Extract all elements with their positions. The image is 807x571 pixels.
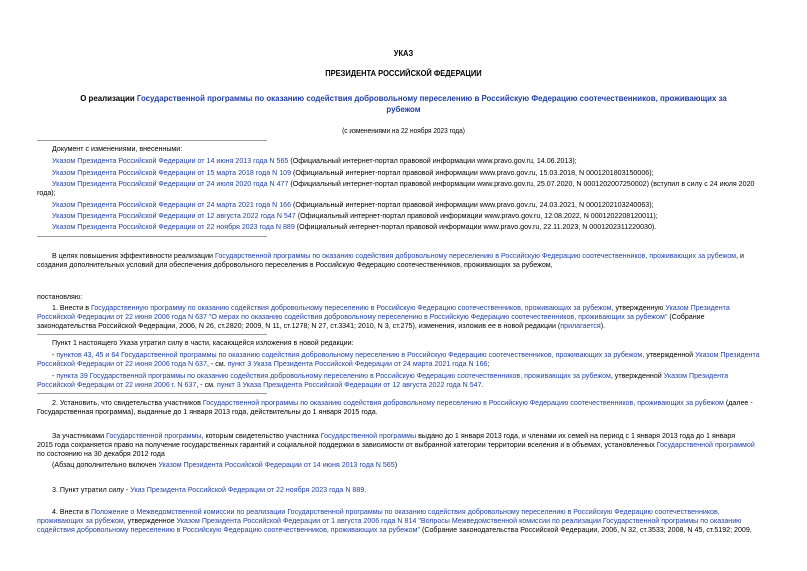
- decree-point-link[interactable]: пункт 3 Указа Президента Российской Федерации от 12 августа 2022 года N 547: [216, 381, 482, 389]
- program-points-link[interactable]: пунктов 43, 45 и 64 Государственной программы по оказанию содействия добровольному переселению в Российскую Федерацию соотечественников, проживающих за рубежом: [56, 351, 643, 359]
- program-link[interactable]: Государственной программы по оказанию содействия добровольному переселению в Российскую Федерацию соотечественников, проживающих за рубежом: [214, 252, 737, 260]
- change-item: Указом Президента Российской Федерации от 24 марта 2021 года N 166 (Официальный интернет-портал правовой информации www.pravo.gov.ru, 24.03.2021, N 0001202103240063);: [52, 201, 654, 209]
- note-item-a-line1: - пунктов 43, 45 и 64 Государственной программы по оказанию содействия добровольному переселению в Российскую Федерацию соотечественников, проживающих за рубежом, утвержденной Указом Президента: [52, 351, 760, 359]
- doc-type-title: УКАЗ: [393, 49, 414, 58]
- item4-line1: 4. Внести в Положение о Межведомственной комиссии по реализации Государственной программы по оказанию содействия добровольному переселению в Российскую Федерацию соотечественников,: [52, 508, 720, 516]
- item2-para2-line2: 2015 года сохраняется право на получение государственных гарантий и социальной поддержки в зависимости от выбранной категории территории вселения и в объемах, установленных Государственной программой: [37, 441, 755, 449]
- item4-line2: проживающих за рубежом, утвержденное Указом Президента Российской Федерации от 1 августа 2006 года N 814 "Вопросы Межведомственной комиссии по реализации Государственной программы по оказанию: [37, 517, 742, 525]
- decree-link[interactable]: Российской Федерации от 22 июня 2006 года N 637: [37, 360, 207, 368]
- item4-line3: содействия добровольному переселению в Российскую Федерацию соотечественников, проживающих за рубежом" (Собрание законодательства Российской Федерации, 2006, N 32, ст.3533; 2008, N 45, ст.5192; 2009,: [37, 526, 752, 534]
- changes-top-divider: [37, 140, 267, 141]
- appendix-link[interactable]: прилагается: [560, 322, 601, 330]
- change-link[interactable]: Указом Президента Российской Федерации от 14 июня 2013 года N 565: [52, 157, 289, 165]
- change-item: Указом Президента Российской Федерации от 24 июля 2020 года N 477 (Официальный интернет-портал правовой информации www.pravo.gov.ru, 25.07.2020, N 0001202007250002) (вступил в силу с 24 июля 2020: [52, 180, 755, 188]
- change-item-cont: года);: [37, 189, 56, 197]
- issuer-title: ПРЕЗИДЕНТА РОССИЙСКОЙ ФЕДЕРАЦИИ: [325, 69, 482, 78]
- item2-line2: Государственная программа), выданные до 1 января 2013 года, действительны до 1 января 2015 года.: [37, 408, 378, 416]
- document-subject: О реализации Государственной программы по оказанию содействия добровольному переселению в Российскую Федерацию соотечественников, проживающих за: [80, 93, 727, 103]
- change-link[interactable]: Указом Президента Российской Федерации от 15 марта 2018 года N 109: [52, 169, 292, 177]
- note-item-a-line2: Российской Федерации от 22 июня 2006 года N 637, - см. пункт 3 Указа Президента Российской Федерации от 24 марта 2021 года N 166;: [37, 360, 490, 368]
- regulation-link[interactable]: Положение о Межведомственной комиссии по реализации Государственной программы по оказанию содействия добровольному переселению в Российскую Федерацию соотечественников,: [90, 508, 720, 516]
- decree-link[interactable]: Указом Президента Российской Федерации от 14 июня 2013 года N 565: [158, 461, 395, 469]
- preamble-line1: В целях повышения эффективности реализации Государственной программы по оказанию содействия добровольному переселению в Российскую Федерацию соотечественников, проживающих за рубежом, и: [52, 252, 744, 260]
- program-points-link[interactable]: пункта 39 Государственной программы по оказанию содействия добровольному переселению в Российскую Федерацию соотечественников, проживающих за рубежом: [56, 372, 611, 380]
- program-link[interactable]: Государственной программой: [656, 441, 755, 449]
- note-item-b-line1: - пункта 39 Государственной программы по оказанию содействия добровольному переселению в Российскую Федерацию соотечественников, проживающих за рубежом, утвержденной Указом Президента: [52, 372, 729, 380]
- subject-link-cont[interactable]: рубежом: [386, 104, 421, 114]
- decree-link[interactable]: Указом Президента: [663, 372, 729, 380]
- decree-link[interactable]: Указ Президента Российской Федерации от 22 ноября 2023 года N 889: [130, 486, 365, 494]
- decree-link[interactable]: Указом Президента: [695, 351, 760, 359]
- item1-line1: 1. Внести в Государственную программу по оказанию содействия добровольному переселению в Российскую Федерацию соотечественников, проживающих за рубежом, утвержденную Указом Президента: [52, 304, 730, 312]
- program-link[interactable]: Государственную программу по оказанию содействия добровольному переселению в Российскую Федерацию соотечественников, проживающих за рубежом: [90, 304, 612, 312]
- decree-link[interactable]: содействия добровольному переселению в Российскую Федерацию соотечественников, проживающих за рубежом": [37, 526, 421, 534]
- amendment-note: (Абзац дополнительно включен Указом Президента Российской Федерации от 14 июня 2013 года N 565): [52, 461, 398, 469]
- change-item: Указом Президента Российской Федерации от 12 августа 2022 года N 547 (Официальный интернет-портал правовой информации www.pravo.gov.ru, 12.08.2022, N 0001202208120011);: [52, 212, 658, 220]
- change-link[interactable]: Указом Президента Российской Федерации от 22 ноября 2023 года N 889: [52, 223, 295, 231]
- decree-link[interactable]: Российской Федерации от 22 июня 2006 г. N 637: [37, 381, 197, 389]
- change-item: Указом Президента Российской Федерации от 14 июня 2013 года N 565 (Официальный интернет-портал правовой информации www.pravo.gov.ru, 14.06.2013);: [52, 157, 577, 165]
- decree-point-link[interactable]: пункт 3 Указа Президента Российской Федерации от 24 марта 2021 года N 166: [227, 360, 488, 368]
- item1-line2: Российской Федерации от 22 июня 2006 года N 637 "О мерах по оказанию содействия добровольному переселению в Российскую Федерацию соотечественников, проживающих за рубежом" (Собрание: [37, 313, 705, 321]
- change-link[interactable]: Указом Президента Российской Федерации от 12 августа 2022 года N 547: [52, 212, 296, 220]
- item2-para2-line1: За участниками Государственной программы, которым свидетельство участника Государственной программы выдано до 1 января 2013 года, и членами их семей на период с 1 января 2013 года до 1 января: [52, 432, 736, 440]
- change-link[interactable]: Указом Президента Российской Федерации от 24 марта 2021 года N 166: [52, 201, 292, 209]
- item1-line3: законодательства Российской Федерации, 2006, N 26, ст.2820; 2009, N 11, ст.1278; N 27, ст.3341; 2010, N 3, ст.275), изменения, изложив ее в новой редакции (прилагается).: [37, 322, 606, 330]
- decree-link[interactable]: Указом Президента Российской Федерации от 1 августа 2006 года N 814 "Вопросы Межведомственной комиссии по реализации Государственной программы по оказанию: [176, 517, 742, 525]
- decree-link[interactable]: Указом Президента: [665, 304, 730, 312]
- change-item: Указом Президента Российской Федерации от 22 ноября 2023 года N 889 (Официальный интернет-портал правовой информации www.pravo.gov.ru, 22.11.2023, N 0001202311220030).: [52, 223, 657, 231]
- edition-note: (с изменениями на 22 ноября 2023 года): [342, 127, 465, 135]
- note-bottom-divider: [37, 393, 267, 394]
- item2-line1: 2. Установить, что свидетельства участников Государственной программы по оказанию содействия добровольному переселению в Российскую Федерацию соотечественников, проживающих за рубежом (далее -: [52, 399, 753, 407]
- change-link[interactable]: Указом Президента Российской Федерации от 24 июля 2020 года N 477: [52, 180, 289, 188]
- note-item-b-line2: Российской Федерации от 22 июня 2006 г. N 637, - см. пункт 3 Указа Президента Российской Федерации от 12 августа 2022 года N 547.: [37, 381, 484, 389]
- changes-bottom-divider: [37, 236, 267, 237]
- program-link[interactable]: Государственной программы: [320, 432, 417, 440]
- program-link[interactable]: Государственной программы по оказанию содействия добровольному переселению в Российскую Федерацию соотечественников, проживающих за рубежом: [202, 399, 724, 407]
- note-top-divider: [37, 334, 267, 335]
- note-intro: Пункт 1 настоящего Указа утратил силу в части, касающейся изложения в новой редакции:: [52, 339, 354, 347]
- change-item: Указом Президента Российской Федерации от 15 марта 2018 года N 109 (Официальный интернет-портал правовой информации www.pravo.gov.ru, 15.03.2018, N 0001201803150006);: [52, 169, 654, 177]
- item3: 3. Пункт утратил силу - Указ Президента Российской Федерации от 22 ноября 2023 года N 889.: [52, 486, 367, 494]
- decree-link[interactable]: Российской Федерации от 22 июня 2006 года N 637 "О мерах по оказанию содействия добровольному переселению в Российскую Федерацию соотечественников, проживающих за рубежом": [37, 313, 668, 321]
- decree-word: постановляю:: [37, 293, 83, 301]
- regulation-link[interactable]: проживающих за рубежом: [37, 517, 124, 525]
- document-subject-line2: [33, 104, 773, 115]
- item2-para2-line3: по состоянию на 30 декабря 2012 года: [37, 450, 165, 458]
- changes-intro: Документ с изменениями, внесенными:: [52, 145, 183, 153]
- program-link[interactable]: Государственной программы: [106, 432, 202, 440]
- preamble-line2: создания дополнительных условий для обеспечения добровольного переселения в Российскую Федерацию соотечественников, проживающих за рубежом,: [37, 261, 553, 269]
- subject-link[interactable]: Государственной программы по оказанию содействия добровольному переселению в Российскую Федерацию соотечественников, проживающих за: [136, 93, 727, 103]
